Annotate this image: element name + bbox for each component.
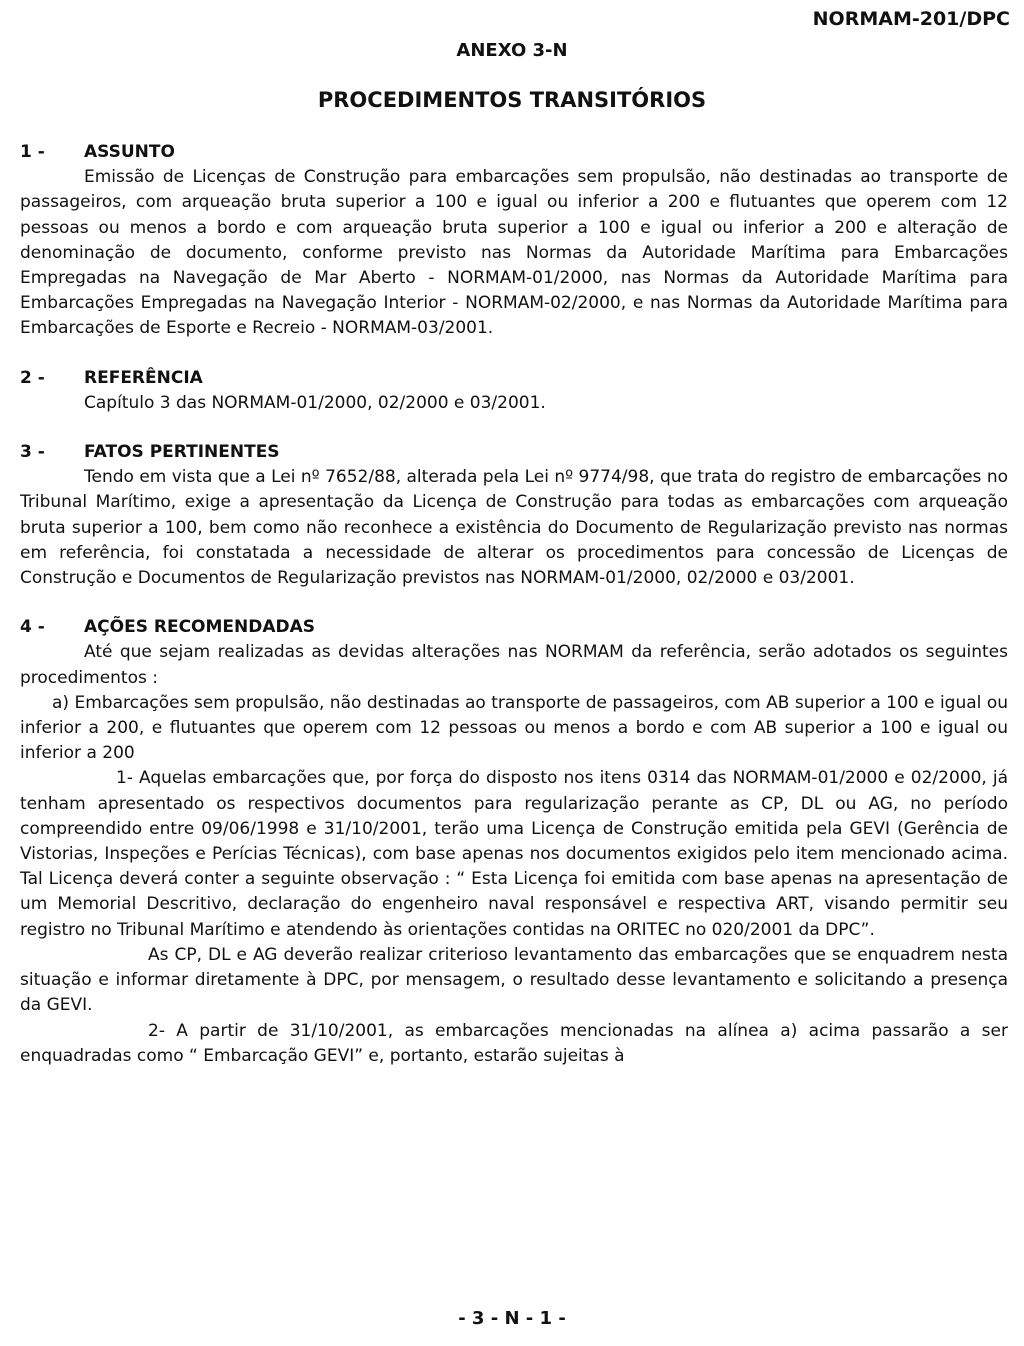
section-heading: [20, 615, 1008, 640]
section-assunto: [20, 140, 1008, 342]
paragraph-item-a: a) Embarcações sem propulsão, não destinadas ao transporte de passageiros, com AB superior a 100 e igual ou inferior a 200, e flutuantes que operem com 12 pessoas ou menos a bordo e com AB superior a 100 e igual ou inferior a 200: [20, 692, 1008, 764]
document-body: [20, 140, 1008, 1093]
paragraph: As CP, DL e AG deverão realizar criterioso levantamento das embarcações que se enquadrem nesta situação e informar diretamente à DPC, por mensagem, o resultado desse levantamento e solicitando a presença da GEVI.: [20, 944, 1008, 1016]
section-heading: [20, 366, 1008, 391]
paragraph-item-2: 2- A partir de 31/10/2001, as embarcações mencionadas na alínea a) acima passarão a ser enquadradas como “ Embarcação GEVI” e, portanto, estarão sujeitas à: [20, 1020, 1008, 1066]
section-title: FATOS PERTINENTES: [84, 442, 280, 463]
document-code: NORMAM-201/DPC: [812, 8, 1010, 30]
section-number: 2 -: [20, 367, 45, 388]
page-number: - 3 - N - 1 -: [458, 1308, 566, 1329]
section-acoes-recomendadas: [20, 615, 1008, 1069]
paragraph-item-1: 1- Aquelas embarcações que, por força do disposto nos itens 0314 das NORMAM-01/2000 e 02/2000, já tenham apresentado os respectivos documentos para regularização perante as CP, DL ou AG, no período compreendido entre 09/06/1998 e 31/10/2001, terão uma Licença de Construção emitida pela GEVI (Gerência de Vistorias, Inspeções e Perícias Técnicas), com base apenas nos documentos exigidos pelo item mencionado acima. Tal Licença deverá conter a seguinte observação : “ Esta Licença foi emitida com base apenas na apresentação de um Memorial Descritivo, declaração do engenheiro naval responsável e respectiva ART, visando permitir seu registro no Tribunal Marítimo e atendendo às orientações contidas na ORITEC no 020/2001 da DPC”.: [20, 768, 1008, 940]
paragraph: Até que sejam realizadas as devidas alterações nas NORMAM da referência, serão adotados os seguintes procedimentos :: [20, 642, 1008, 688]
section-title: ASSUNTO: [84, 142, 175, 162]
section-fatos-pertinentes: [20, 440, 1008, 591]
section-heading: [20, 440, 1008, 465]
section-number: 1 -: [20, 142, 45, 162]
page-title: PROCEDIMENTOS TRANSITÓRIOS: [317, 88, 707, 112]
paragraph: Emissão de Licenças de Construção para embarcações sem propulsão, não destinadas ao transporte de passageiros, com arqueação bruta superior a 100 e igual ou inferior a 200 e flutuantes que operem com 12 pessoas ou menos a bordo e com arqueação bruta superior a 100 e igual ou inferior a 200 e alteração de denominação de documento, conforme previsto nas Normas da Autoridade Marítima para Embarcações Empregadas na Navegação de Mar Aberto - NORMAM-01/2000, nas Normas da Autoridade Marítima para Embarcações Empregadas na Navegação Interior - NORMAM-02/2000, e nas Normas da Autoridade Marítima para Embarcações de Esporte e Recreio - NORMAM-03/2001.: [20, 167, 1008, 339]
section-referencia: [20, 366, 1008, 416]
annex-label: ANEXO 3-N: [456, 40, 568, 61]
section-heading: [20, 140, 1008, 165]
section-title: REFERÊNCIA: [84, 367, 203, 388]
paragraph: Capítulo 3 das NORMAM-01/2000, 02/2000 e 03/2001.: [84, 392, 546, 413]
paragraph: Tendo em vista que a Lei nº 7652/88, alterada pela Lei nº 9774/98, que trata do registro de embarcações no Tribunal Marítimo, exige a apresentação da Licença de Construção para todas as embarcações com arqueação bruta superior a 100, bem como não reconhece a existência do Documento de Regularização previsto nas normas em referência, foi constatada a necessidade de alterar os procedimentos para concessão de Licenças de Construção e Documentos de Regularização previstos nas NORMAM-01/2000, 02/2000 e 03/2001.: [20, 467, 1008, 589]
section-number: 4 -: [20, 617, 45, 638]
section-title: AÇÕES RECOMENDADAS: [84, 617, 316, 638]
section-number: 3 -: [20, 442, 45, 463]
